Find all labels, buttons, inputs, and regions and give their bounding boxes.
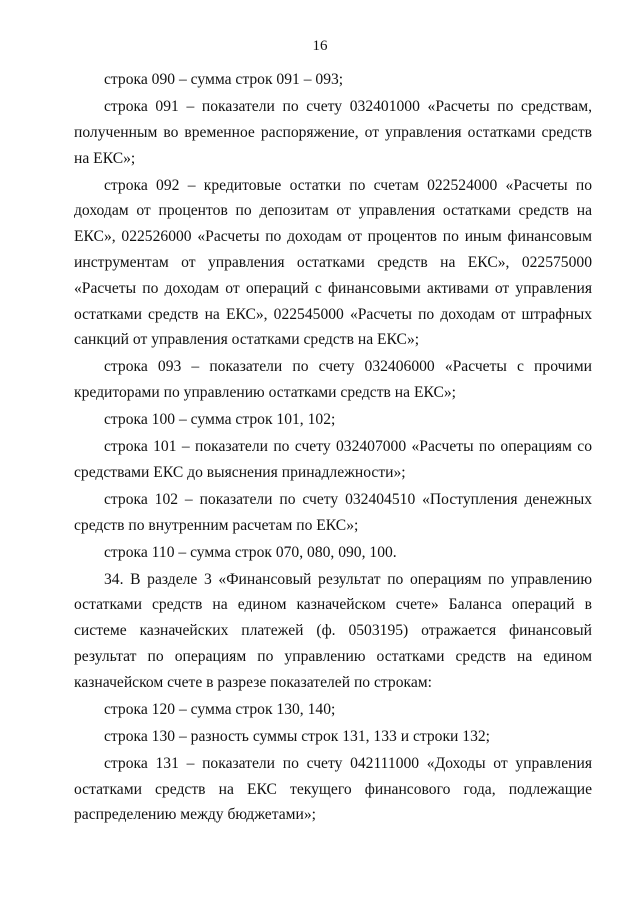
paragraph-line-101: строка 101 – показатели по счету 032407000 «Расчеты по операциям со средствами ЕКС до выяснения принадлежности»; (74, 438, 592, 481)
document-body (74, 67, 592, 829)
paragraph-line-093: строка 093 – показатели по счету 032406000 «Расчеты с прочими кредиторами по управлению остатками средств на ЕКС»; (74, 358, 592, 402)
paragraph-line-131: строка 131 – показатели по счету 042111000 «Доходы от управления остатками средств на ЕКС текущего финансового года, подлежащие распределению между бюджетами»; (74, 754, 592, 824)
paragraph-line-090: строка 090 – сумма строк 091 – 093; (104, 71, 344, 88)
paragraph-line-092: строка 092 – кредитовые остатки по счетам 022524000 «Расчеты по доходам от процентов по депозитам от управления остатками средств на ЕКС», 022526000 «Расчеты по доходам от процентов по иным финансовым инструментам от управления остатками средств на ЕКС», 022575000 «Расчеты по доходам от операций с финансовыми активами от управления остатками средств на ЕКС», 022545000 «Расчеты по доходам от штрафных санкций от управления остатками средств на ЕКС»; (74, 176, 592, 349)
paragraph-section-34: 34. В разделе 3 «Финансовый результат по операциям по управлению остатками средств на едином казначейском счете» Баланса операций в системе казначейских платежей (ф. 0503195) отражается финансовый результат по операциям по управлению остатками средств на едином казначейском счете в разрезе показателей по строкам: (74, 570, 592, 691)
paragraph-line-102: строка 102 – показатели по счету 032404510 «Поступления денежных средств по внутренним расчетам по ЕКС»; (74, 490, 592, 534)
paragraph-line-100: строка 100 – сумма строк 101, 102; (104, 411, 336, 429)
paragraph-line-110: строка 110 – сумма строк 070, 080, 090, 100. (104, 543, 397, 561)
paragraph-line-091: строка 091 – показатели по счету 032401000 «Расчеты по средствам, полученным во временное распоряжение, от управления остатками средств на ЕКС»; (74, 97, 592, 167)
page-number: 16 (312, 38, 328, 54)
paragraph-line-130: строка 130 – разность суммы строк 131, 133 и строки 132; (104, 727, 491, 745)
paragraph-line-120: строка 120 – сумма строк 130, 140; (104, 700, 336, 718)
